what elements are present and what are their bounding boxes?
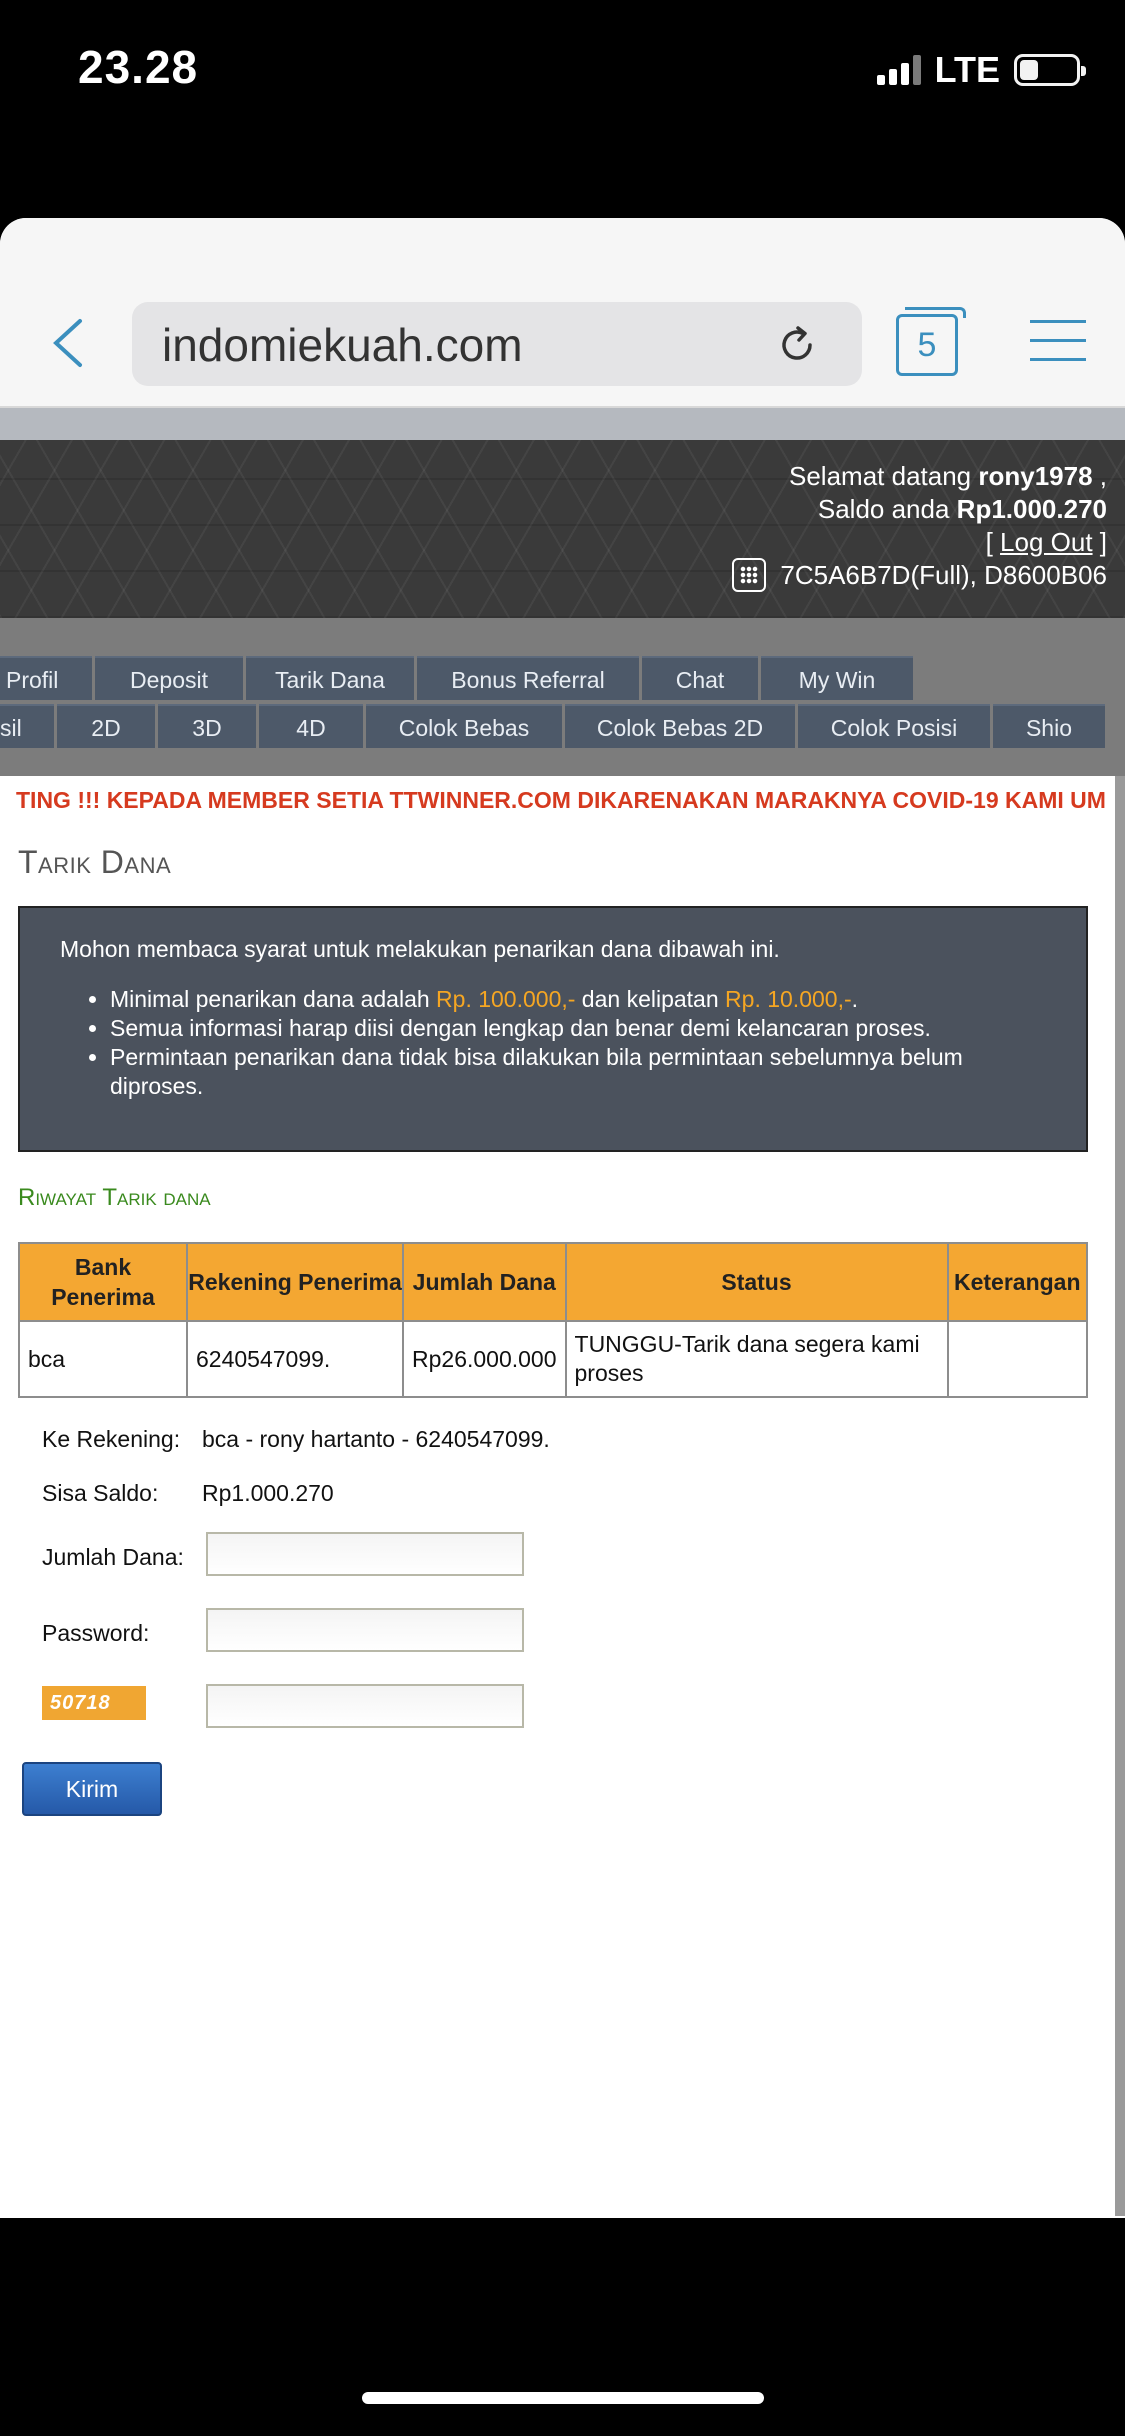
withdraw-rules-box: [18, 906, 1088, 1152]
balance-label: Sisa Saldo:: [42, 1480, 159, 1506]
signal-icon: [877, 55, 925, 85]
table-header-row: [19, 1243, 1087, 1321]
home-indicator[interactable]: [362, 2392, 764, 2404]
url-text: indomiekuah.com: [162, 319, 523, 371]
amount-label: Jumlah Dana:: [42, 1544, 184, 1570]
col-keterangan: Keterangan: [948, 1243, 1087, 1321]
reload-icon[interactable]: [776, 324, 818, 366]
site-header: [0, 440, 1125, 618]
password-input[interactable]: [206, 1608, 524, 1652]
site-top-strip: [0, 408, 1125, 440]
nav-colok-bebas[interactable]: Colok Bebas: [366, 704, 562, 748]
main-nav: [0, 618, 1125, 776]
nav-3d[interactable]: 3D: [158, 704, 256, 748]
main-content: [0, 776, 1125, 2216]
header-balance: Rp1.000.270: [956, 494, 1107, 524]
welcome-line: [789, 460, 1107, 493]
username: rony1978: [978, 461, 1093, 491]
nav-2d[interactable]: 2D: [57, 704, 155, 748]
welcome-suffix: ,: [1092, 461, 1107, 491]
nav-4d[interactable]: 4D: [259, 704, 363, 748]
amount-input[interactable]: [206, 1532, 524, 1576]
bbm-icon: [732, 558, 766, 592]
tabs-count-button[interactable]: 5: [896, 314, 958, 376]
cell-rekening: 6240547099.: [187, 1321, 403, 1397]
battery-icon: [1014, 54, 1080, 86]
nav-tarik-dana[interactable]: Tarik Dana: [246, 656, 414, 700]
nav-hasil[interactable]: sil: [0, 704, 54, 748]
rule-complete-info: • Semua informasi harap diisi dengan lengkap dan benar demi kelancaran proses.: [110, 1014, 1046, 1043]
nav-bonus-referral[interactable]: Bonus Referral: [417, 656, 639, 700]
rule-minimum-amount: Rp. 100.000,-: [436, 986, 576, 1012]
bbm-pin: [732, 558, 1107, 592]
balance-prefix: Saldo anda: [817, 494, 957, 524]
logout-line: [789, 526, 1107, 559]
status-bar: [0, 0, 1125, 140]
nav-colok-bebas-2d[interactable]: Colok Bebas 2D: [565, 704, 795, 748]
rule-minimum-text-b: dan kelipatan: [575, 986, 726, 1012]
balance-line: [789, 493, 1107, 526]
welcome-prefix: Selamat datang: [789, 461, 979, 491]
nav-chat[interactable]: Chat: [642, 656, 758, 700]
announcement-marquee: TING !!! KEPADA MEMBER SETIA TTWINNER.COM DIKARENAKAN MARAKNYA COVID-19 KAMI UM: [16, 787, 1106, 813]
rules-intro: Mohon membaca syarat untuk melakukan penarikan dana dibawah ini.: [60, 936, 780, 962]
cell-bank: bca: [19, 1321, 187, 1397]
nav-profil[interactable]: Profil: [0, 656, 92, 700]
welcome-block: [789, 460, 1107, 559]
rule-multiple-amount: Rp. 10.000,-: [725, 986, 852, 1012]
withdraw-history-table: [18, 1242, 1088, 1398]
nav-row-2: [0, 704, 1125, 750]
col-bank: Bank Penerima: [19, 1243, 187, 1321]
captcha-input[interactable]: [206, 1684, 524, 1728]
back-chevron-icon[interactable]: [50, 318, 86, 368]
rule-minimum-text-a: Minimal penarikan dana adalah: [110, 986, 437, 1012]
cell-keterangan: [948, 1321, 1087, 1397]
nav-row-1: [0, 656, 1125, 702]
col-rekening: Rekening Penerima: [187, 1243, 403, 1321]
page-title: Tarik Dana: [18, 844, 172, 880]
nav-deposit[interactable]: Deposit: [95, 656, 243, 700]
password-label: Password:: [42, 1620, 150, 1646]
account-label: Ke Rekening:: [42, 1426, 181, 1452]
rule-pending-request: • Permintaan penarikan dana tidak bisa dilakukan bila permintaan sebelumnya belum diproses.: [110, 1043, 1046, 1101]
status-indicators: [877, 48, 1080, 92]
browser-toolbar: [0, 218, 1125, 408]
col-jumlah: Jumlah Dana: [403, 1243, 566, 1321]
network-type: LTE: [934, 49, 1000, 90]
rule-minimum: [110, 985, 1046, 1014]
logout-bracket-close: ]: [1092, 527, 1107, 557]
nav-my-win[interactable]: My Win: [761, 656, 913, 700]
cell-status: TUNGGU-Tarik dana segera kami proses: [566, 1321, 948, 1397]
rules-list: [60, 985, 1046, 1101]
captcha-image: 50718: [42, 1686, 146, 1720]
address-bar[interactable]: [132, 302, 862, 386]
cell-jumlah: Rp26.000.000: [403, 1321, 566, 1397]
hamburger-menu-icon[interactable]: [1030, 320, 1086, 364]
logout-bracket-open: [: [985, 527, 1001, 557]
table-row: [19, 1321, 1087, 1397]
balance-value: Rp1.000.270: [202, 1480, 334, 1506]
status-time: 23.28: [78, 41, 199, 93]
history-title: Riwayat Tarik dana: [18, 1184, 211, 1211]
browser-window: [0, 218, 1125, 2218]
submit-button[interactable]: Kirim: [22, 1762, 162, 1816]
logout-link[interactable]: Log Out: [1000, 527, 1093, 557]
nav-shio[interactable]: Shio: [993, 704, 1105, 748]
col-status: Status: [566, 1243, 948, 1321]
rule-minimum-text-c: .: [851, 986, 859, 1012]
account-value: bca - rony hartanto - 6240547099.: [202, 1426, 550, 1452]
nav-colok-posisi[interactable]: Colok Posisi: [798, 704, 990, 748]
bbm-pin-text: 7C5A6B7D(Full), D8600B06: [780, 559, 1107, 590]
